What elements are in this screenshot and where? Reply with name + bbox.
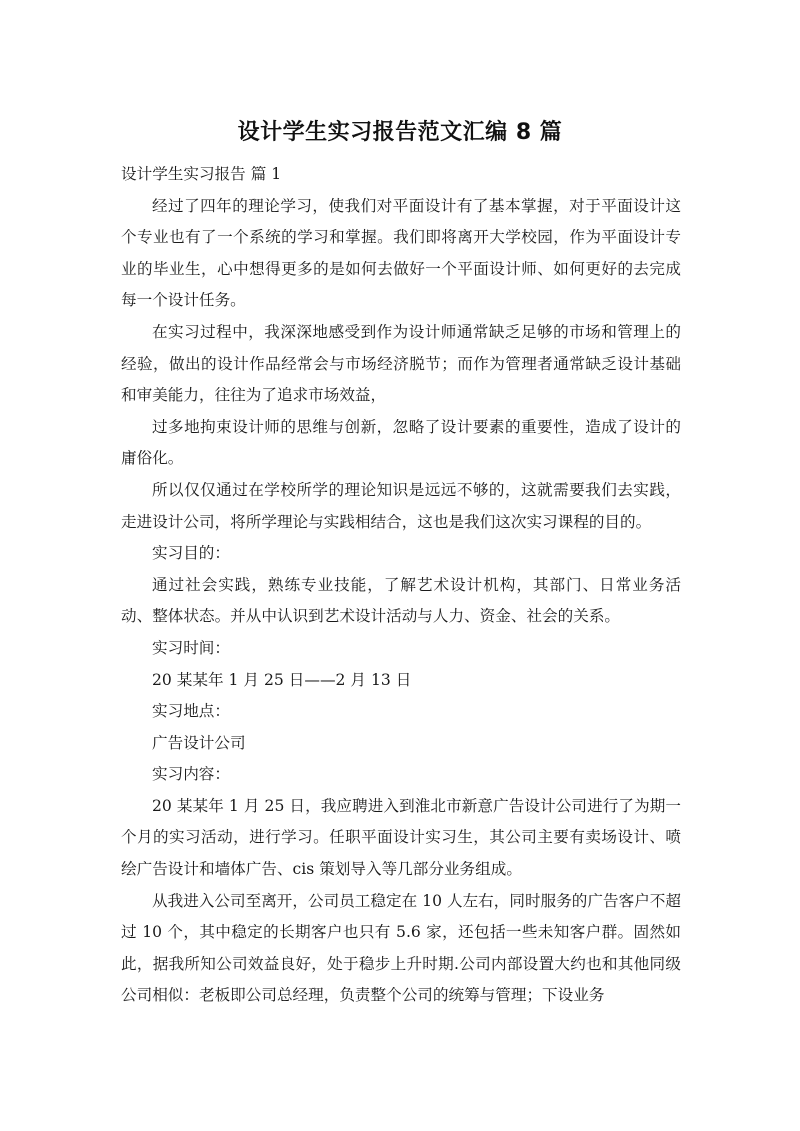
paragraph-constraint: 过多地拘束设计师的思维与创新，忽略了设计要素的重要性，造成了设计的庸俗化。 xyxy=(121,417,681,468)
paragraph-purpose: 通过社会实践，熟练专业技能，了解艺术设计机构，其部门、日常业务活动、整体状态。并从中认识到艺术设计活动与人力、资金、社会的关系。 xyxy=(121,575,681,626)
label-time: 实习时间： xyxy=(152,638,230,657)
section-heading: 设计学生实习报告 篇 1 xyxy=(121,165,282,183)
paragraph-content: 20 某某年 1 月 25 日，我应聘进入到淮北市新意广告设计公司进行了为期一个月的实习活动，进行学习。任职平面设计实习生，其公司主要有卖场设计、喷绘广告设计和墙体广告、cis 策划导入等几部分业务组成。 xyxy=(121,796,681,879)
document-body xyxy=(121,159,681,1012)
paragraph-intro: 经过了四年的理论学习，使我们对平面设计有了基本掌握，对于平面设计这个专业也有了一个系统的学习和掌握。我们即将离开大学校园，作为平面设计专业的毕业生，心中想得更多的是如何去做好一个平面设计师、如何更好的去完成每一个设计任务。 xyxy=(121,196,681,310)
value-time: 20 某某年 1 月 25 日——2 月 13 日 xyxy=(152,670,412,689)
label-location: 实习地点： xyxy=(152,702,230,721)
label-purpose: 实习目的： xyxy=(152,544,230,563)
paragraph-purpose-reason: 所以仅仅通过在学校所学的理论知识是远远不够的，这就需要我们去实践，走进设计公司，将所学理论与实践相结合，这也是我们这次实习课程的目的。 xyxy=(121,480,681,531)
label-content: 实习内容： xyxy=(152,765,230,784)
paragraph-company: 从我进入公司至离开，公司员工稳定在 10 人左右，同时服务的广告客户不超过 10 个，其中稳定的长期客户也只有 5.6 家，还包括一些未知客户群。固然如此，据我所知公司效益良好，处于稳步上升时期.公司内部设置大约也和其他同级公司相似：老板即公司总经理，负责整个公司的统筹与管理；下设业务 xyxy=(121,891,681,1005)
paragraph-internship-process: 在实习过程中，我深深地感受到作为设计师通常缺乏足够的市场和管理上的经验，做出的设计作品经常会与市场经济脱节；而作为管理者通常缺乏设计基础和审美能力，往往为了追求市场效益， xyxy=(121,322,681,405)
document-title: 设计学生实习报告范文汇编 8 篇 xyxy=(237,120,563,145)
value-location: 广告设计公司 xyxy=(152,733,246,752)
